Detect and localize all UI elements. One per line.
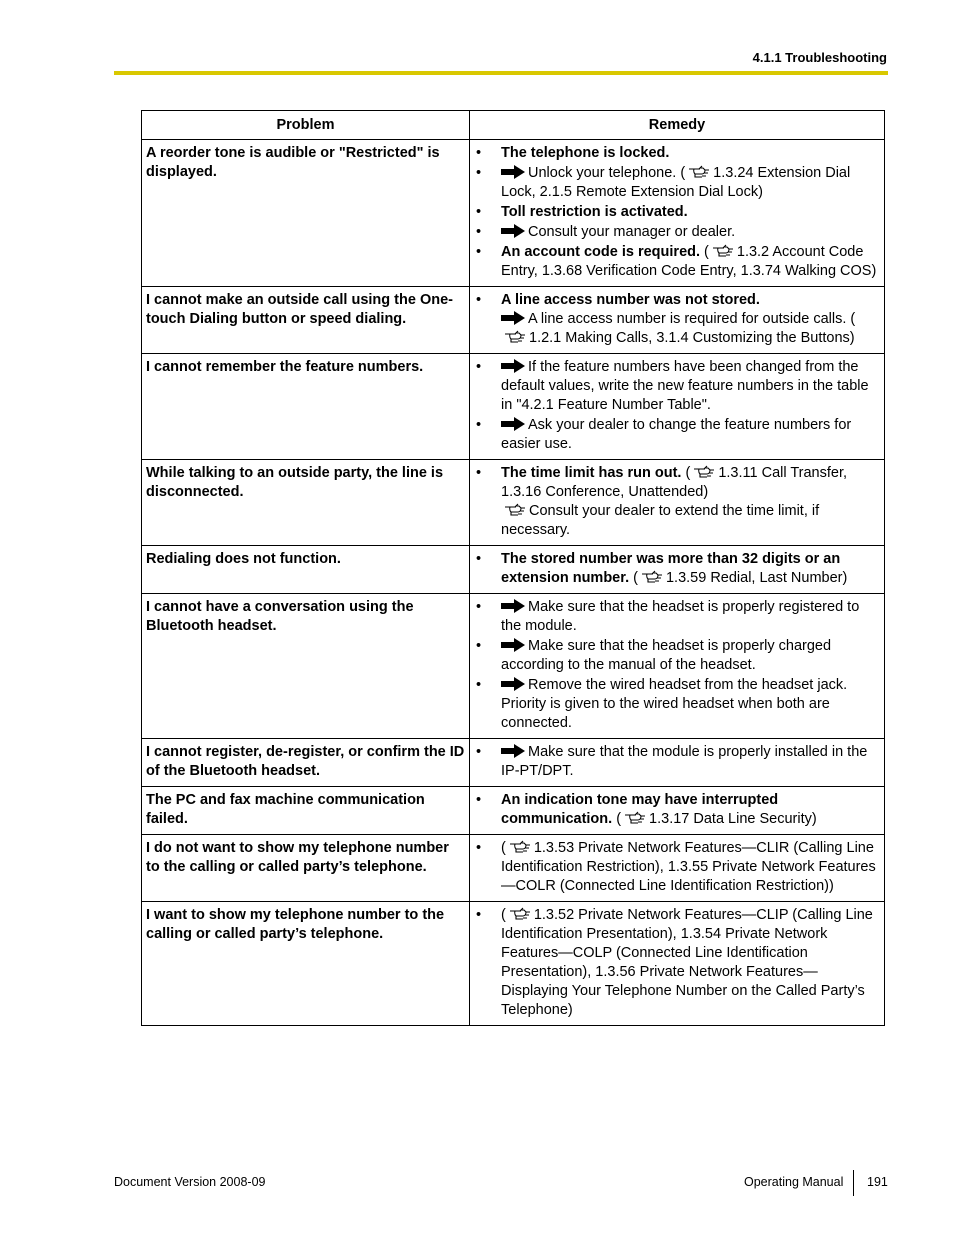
table-row — [142, 835, 885, 902]
bullet-icon: • — [476, 224, 482, 240]
remedy-text: ( — [501, 840, 506, 856]
remedy-reference: 1.3.53 Private Network Features—CLIR (Calling Line Identification Restriction), 1.3.55 Private Network Features—COLR (Connected Line Identification Restriction)) — [501, 840, 876, 894]
pointing-hand-icon — [688, 165, 710, 178]
table-row — [142, 460, 885, 546]
bullet-icon: • — [476, 244, 482, 260]
bullet-icon: • — [476, 840, 482, 856]
remedy-item — [474, 416, 880, 454]
problem-cell: I do not want to show my telephone number to the calling or called party’s telephone. — [142, 835, 470, 902]
remedy-cause: Toll restriction is activated. — [501, 204, 688, 220]
remedy-cause: An indication tone may have interrupted communication. — [501, 792, 779, 827]
table-header-row — [142, 111, 885, 140]
remedy-item — [474, 906, 880, 1020]
remedy-text: ( — [681, 465, 691, 481]
right-arrow-icon — [501, 359, 525, 373]
bullet-icon: • — [476, 744, 482, 760]
pointing-hand-icon — [509, 840, 531, 853]
remedy-cause: A line access number was not stored. — [501, 292, 760, 308]
remedy-cause: An account code is required. — [501, 244, 701, 260]
remedy-item — [474, 550, 880, 588]
document-version: Document Version 2008-09 — [114, 1175, 266, 1189]
right-arrow-icon — [501, 224, 525, 238]
bullet-icon: • — [476, 292, 482, 308]
bullet-icon: • — [476, 638, 482, 654]
remedy-item — [474, 291, 880, 348]
right-arrow-icon — [501, 677, 525, 691]
problem-cell: A reorder tone is audible or "Restricted" is displayed. — [142, 140, 470, 287]
footer-divider — [853, 1170, 854, 1196]
table-row — [142, 902, 885, 1026]
remedy-text: ( — [501, 907, 506, 923]
remedy-cell — [470, 787, 885, 835]
remedy-item — [474, 598, 880, 636]
remedy-text: Consult your manager or dealer. — [528, 224, 736, 240]
remedy-reference: 1.3.11 Call Transfer, 1.3.16 Conference, Unattended) — [501, 465, 848, 500]
problem-cell: While talking to an outside party, the line is disconnected. — [142, 460, 470, 546]
remedy-text: Make sure that the module is properly installed in the IP-PT/DPT. — [501, 744, 868, 779]
problem-cell: I cannot make an outside call using the One-touch Dialing button or speed dialing. — [142, 287, 470, 354]
bullet-icon: • — [476, 677, 482, 693]
remedy-text: Consult your dealer to extend the time limit, if necessary. — [501, 503, 820, 538]
table-row — [142, 546, 885, 594]
remedy-cell — [470, 835, 885, 902]
section-title: 4.1.1 Troubleshooting — [752, 50, 887, 65]
table-row — [142, 354, 885, 460]
remedy-reference: 1.3.52 Private Network Features—CLIP (Calling Line Identification Presentation), 1.3.54 Private Network Features—COLP (Connected Line Identification Presentation), 1.3.56 Private Network Features—Displaying Your Telephone Number on the Called Party’s Telephone) — [501, 907, 873, 1018]
bullet-icon: • — [476, 907, 482, 923]
remedy-cell — [470, 354, 885, 460]
remedy-text: If the feature numbers have been changed from the default values, write the new feature numbers in the table in "4.2.1 Feature Number Table". — [501, 359, 869, 413]
remedy-item — [474, 223, 880, 242]
table-row — [142, 739, 885, 787]
right-arrow-icon — [501, 165, 525, 179]
pointing-hand-icon — [624, 811, 646, 824]
remedy-item — [474, 144, 880, 163]
manual-name: Operating Manual — [744, 1175, 844, 1189]
problem-cell: I cannot remember the feature numbers. — [142, 354, 470, 460]
table-row — [142, 140, 885, 287]
problem-cell: I want to show my telephone number to the calling or called party’s telephone. — [142, 902, 470, 1026]
remedy-item — [474, 676, 880, 733]
remedy-cell — [470, 460, 885, 546]
pointing-hand-icon — [504, 330, 526, 343]
table-row — [142, 787, 885, 835]
bullet-icon: • — [476, 165, 482, 181]
remedy-text: Make sure that the headset is properly registered to the module. — [501, 599, 860, 634]
remedy-reference: 1.3.59 Redial, Last Number) — [665, 570, 848, 586]
remedy-item — [474, 743, 880, 781]
bullet-icon: • — [476, 145, 482, 161]
remedy-cell — [470, 902, 885, 1026]
remedy-reference: 1.3.17 Data Line Security) — [649, 811, 817, 827]
remedy-item — [474, 464, 880, 540]
problem-cell: Redialing does not function. — [142, 546, 470, 594]
right-arrow-icon — [501, 599, 525, 613]
remedy-cell — [470, 140, 885, 287]
remedy-cell — [470, 594, 885, 739]
remedy-cell — [470, 739, 885, 787]
remedy-column-header: Remedy — [470, 111, 885, 140]
bullet-icon: • — [476, 599, 482, 615]
pointing-hand-icon — [693, 465, 715, 478]
remedy-item — [474, 791, 880, 829]
bullet-icon: • — [476, 417, 482, 433]
remedy-item — [474, 243, 880, 281]
remedy-text: ( — [700, 244, 709, 260]
bullet-icon: • — [476, 792, 482, 808]
page-number: 191 — [867, 1175, 888, 1189]
table-row — [142, 287, 885, 354]
remedy-text: Make sure that the headset is properly charged according to the manual of the headset. — [501, 638, 832, 673]
pointing-hand-icon — [509, 907, 531, 920]
problem-column-header: Problem — [142, 111, 470, 140]
bullet-icon: • — [476, 204, 482, 220]
remedy-item — [474, 839, 880, 896]
bullet-icon: • — [476, 465, 482, 481]
remedy-cause: The telephone is locked. — [501, 145, 670, 161]
problem-cell: I cannot have a conversation using the Bluetooth headset. — [142, 594, 470, 739]
remedy-text: Ask your dealer to change the feature numbers for easier use. — [501, 417, 852, 452]
table-row — [142, 594, 885, 739]
problem-cell: The PC and fax machine communication failed. — [142, 787, 470, 835]
remedy-text: Unlock your telephone. ( — [528, 165, 686, 181]
remedy-cell — [470, 546, 885, 594]
remedy-item — [474, 203, 880, 222]
remedy-cause: The stored number was more than 32 digits or an extension number. — [501, 551, 841, 586]
right-arrow-icon — [501, 744, 525, 758]
remedy-text: ( — [612, 811, 622, 827]
remedy-cause: The time limit has run out. — [501, 465, 682, 481]
troubleshooting-table — [141, 110, 885, 1026]
remedy-reference: 1.2.1 Making Calls, 3.1.4 Customizing the Buttons) — [529, 330, 855, 346]
remedy-cell — [470, 287, 885, 354]
right-arrow-icon — [501, 417, 525, 431]
right-arrow-icon — [501, 311, 525, 325]
bullet-icon: • — [476, 551, 482, 567]
problem-cell: I cannot register, de-register, or confirm the ID of the Bluetooth headset. — [142, 739, 470, 787]
remedy-text: A line access number is required for outside calls. ( — [528, 311, 856, 327]
header-rule — [114, 71, 888, 75]
remedy-text: ( — [629, 570, 638, 586]
bullet-icon: • — [476, 359, 482, 375]
pointing-hand-icon — [504, 503, 526, 516]
pointing-hand-icon — [712, 244, 734, 257]
pointing-hand-icon — [641, 570, 663, 583]
remedy-item — [474, 164, 880, 202]
remedy-reference: 1.3.24 Extension Dial Lock, 2.1.5 Remote Extension Dial Lock) — [501, 165, 851, 200]
remedy-item — [474, 637, 880, 675]
remedy-item — [474, 358, 880, 415]
right-arrow-icon — [501, 638, 525, 652]
remedy-reference: 1.3.2 Account Code Entry, 1.3.68 Verification Code Entry, 1.3.74 Walking COS) — [501, 244, 877, 279]
remedy-text: Remove the wired headset from the headset jack. Priority is given to the wired headset when both are connected. — [501, 677, 848, 731]
